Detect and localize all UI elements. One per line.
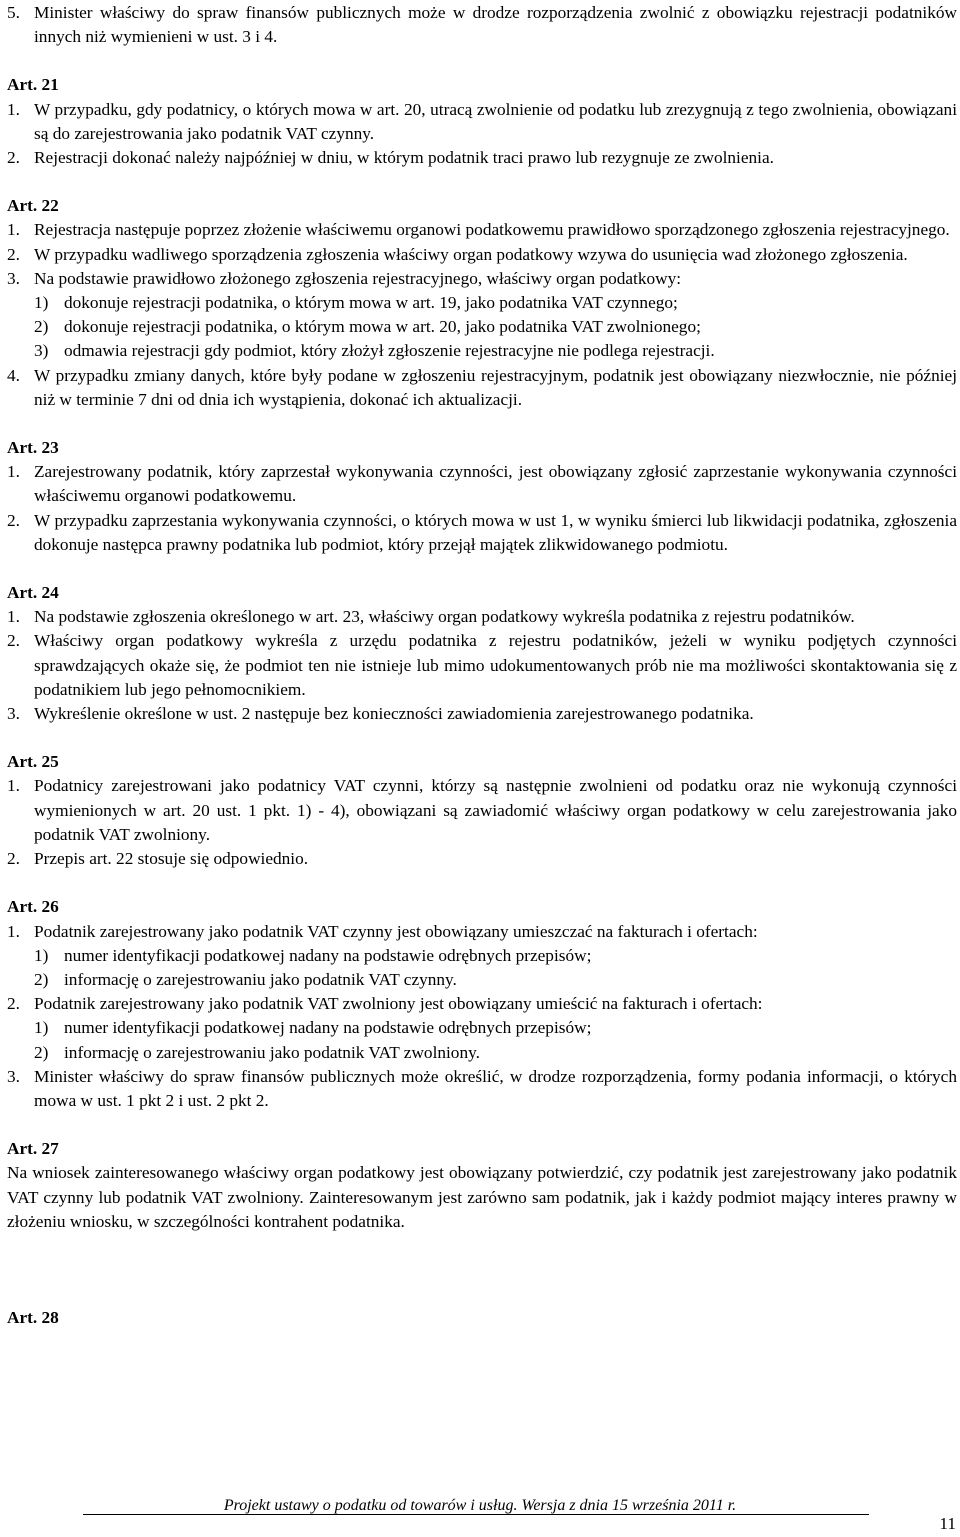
item-text: W przypadku zmiany danych, które były podane w zgłoszeniu rejestracyjnym, podatnik jest obowiązany niezwłocznie, nie później niż w terminie 7 dni od dnia ich wystąpienia, dokonać ich aktualizacji. [34, 365, 957, 409]
item-text: Minister właściwy do spraw finansów publicznych może określić, w drodze rozporządzenia, formy podania informacji, o których mowa w ust. 1 pkt 2 i ust. 2 pkt 2. [34, 1066, 957, 1110]
item-number: 5. [7, 3, 20, 22]
item-text: informację o zarejestrowaniu jako podatnik VAT czynny. [64, 969, 457, 989]
paragraph: Na wniosek zainteresowanego właściwy organ podatkowy jest obowiązany potwierdzić, czy podatnik jest zarejestrowany jako podatnik VAT czynny lub podatnik VAT zwolniony. Zainteresowanym jest zarówno sam podatnik, jak i każdy podmiot mający interes prawny w złożeniu wniosku, w szczególności kontrahent podatnika. [7, 1163, 957, 1231]
paragraph-gap [7, 557, 957, 581]
numbered-item [7, 774, 957, 847]
article-heading: Art. 21 [7, 75, 59, 95]
paragraph-gap [7, 412, 957, 436]
item-text: Zarejestrowany podatnik, który zaprzestał wykonywania czynności, jest obowiązany zgłosić zaprzestanie wykonywania czynności właściwemu organowi podatkowemu. [34, 462, 957, 506]
item-text: numer identyfikacji podatkowej nadany na podstawie odrębnych przepisów; [64, 1018, 592, 1038]
document-page [7, 1, 957, 1330]
item-number: 3) [34, 341, 49, 361]
paragraph-gap [7, 1282, 957, 1306]
item-text: Podatnik zarejestrowany jako podatnik VAT czynny jest obowiązany umieszczać na fakturach i ofertach: [34, 921, 758, 941]
numbered-item [7, 243, 957, 267]
item-number: 2. [7, 849, 20, 869]
sub-item [7, 339, 957, 363]
numbered-item [7, 364, 957, 412]
paragraph-gap [7, 1258, 957, 1282]
numbered-item [7, 992, 957, 1016]
article-heading: Art. 26 [7, 897, 59, 917]
numbered-item [7, 460, 957, 508]
item-text: Na podstawie prawidłowo złożonego zgłoszenia rejestracyjnego, właściwy organ podatkowy: [34, 268, 682, 288]
item-number: 1) [34, 293, 49, 313]
numbered-item [7, 509, 957, 557]
numbered-item [7, 218, 957, 242]
item-text: dokonuje rejestracji podatnika, o którym mowa w art. 19, jako podatnika VAT czynnego; [64, 293, 678, 313]
numbered-item [7, 146, 957, 170]
numbered-item [7, 847, 957, 871]
item-number: 2) [34, 969, 49, 989]
numbered-item [7, 605, 957, 629]
item-number: 2) [34, 317, 49, 337]
page-number: 11 [939, 1514, 956, 1533]
item-number: 1. [7, 776, 20, 796]
item-text: odmawia rejestracji gdy podmiot, który złożył zgłoszenie rejestracyjne nie podlega rejestracji. [64, 341, 715, 361]
item-number: 2) [34, 1042, 49, 1062]
item-text: W przypadku zaprzestania wykonywania czynności, o których mowa w ust 1, w wyniku śmierci lub likwidacji podatnika, zgłoszenia dokonuje następca prawny podatnika lub podmiot, który przejął majątek zlikwidowanego podmiotu. [34, 510, 957, 554]
article-heading: Art. 25 [7, 752, 59, 772]
item-number: 1. [7, 607, 20, 627]
item-number: 1. [7, 220, 20, 240]
paragraph-gap [7, 871, 957, 895]
numbered-item [7, 702, 957, 726]
sub-item [7, 944, 957, 968]
item-number: 2. [7, 148, 20, 168]
item-text: informację o zarejestrowaniu jako podatnik VAT zwolniony. [64, 1042, 480, 1062]
sub-item [7, 968, 957, 992]
item-text: W przypadku, gdy podatnicy, o których mowa w art. 20, utracą zwolnienie od podatku lub zrezygnują z tego zwolnienia, obowiązani są do zarejestrowania jako podatnik VAT czynny. [34, 99, 957, 143]
item-number: 2. [7, 244, 20, 264]
item-number: 1) [34, 1018, 49, 1038]
sub-item [7, 1016, 957, 1040]
article-heading: Art. 28 [7, 1307, 59, 1327]
article-heading: Art. 23 [7, 438, 59, 458]
footer-text: Projekt ustawy o podatku od towarów i usług. Wersja z dnia 15 września 2011 r. [223, 1497, 737, 1514]
numbered-item [7, 1, 957, 49]
item-number: 4. [7, 365, 20, 385]
item-text: Właściwy organ podatkowy wykreśla z urzędu podatnika z rejestru podatników, jeżeli w wyniku podjętych czynności sprawdzających okaże się, że podmiot ten nie istnieje lub mimo udokumentowanych prób nie ma możliwości skontaktowania się z podatnikiem lub jego pełnomocnikiem. [34, 631, 957, 699]
item-text: Przepis art. 22 stosuje się odpowiednio. [34, 849, 309, 869]
item-number: 2. [7, 510, 20, 530]
paragraph-gap [7, 170, 957, 194]
item-text: Wykreślenie określone w ust. 2 następuje bez konieczności zawiadomienia zarejestrowanego podatnika. [34, 704, 754, 724]
footer-divider [83, 1514, 869, 1515]
item-number: 3. [7, 268, 20, 288]
article-heading: Art. 27 [7, 1139, 59, 1159]
item-number: 2. [7, 994, 20, 1014]
paragraph-gap [7, 1113, 957, 1137]
item-text: numer identyfikacji podatkowej nadany na podstawie odrębnych przepisów; [64, 945, 592, 965]
paragraph-gap [7, 49, 957, 73]
item-number: 1. [7, 462, 20, 482]
item-number: 2. [7, 631, 20, 651]
sub-item [7, 291, 957, 315]
numbered-item [7, 1065, 957, 1113]
numbered-item [7, 629, 957, 702]
item-text: Na podstawie zgłoszenia określonego w art. 23, właściwy organ podatkowy wykreśla podatnika z rejestru podatników. [34, 607, 855, 627]
paragraph-gap [7, 726, 957, 750]
item-text: Minister właściwy do spraw finansów publicznych może w drodze rozporządzenia zwolnić z obowiązku rejestracji podatników innych niż wymienieni w ust. 3 i 4. [34, 3, 957, 47]
numbered-item [7, 267, 957, 291]
item-number: 3. [7, 704, 20, 724]
item-text: dokonuje rejestracji podatnika, o którym mowa w art. 20, jako podatnika VAT zwolnionego; [64, 317, 701, 337]
paragraph-gap [7, 1234, 957, 1258]
item-text: Podatnik zarejestrowany jako podatnik VAT zwolniony jest obowiązany umieścić na fakturach i ofertach: [34, 994, 763, 1014]
article-heading: Art. 24 [7, 583, 59, 603]
numbered-item [7, 920, 957, 944]
item-number: 3. [7, 1066, 20, 1086]
item-number: 1. [7, 99, 20, 119]
sub-item [7, 1041, 957, 1065]
item-text: Rejestracja następuje poprzez złożenie właściwemu organowi podatkowemu prawidłowo sporządzonego zgłoszenia rejestracyjnego. [34, 220, 950, 240]
sub-item [7, 315, 957, 339]
item-number: 1. [7, 921, 20, 941]
numbered-item [7, 98, 957, 146]
item-number: 1) [34, 945, 49, 965]
item-text: Podatnicy zarejestrowani jako podatnicy VAT czynni, którzy są następnie zwolnieni od podatku oraz nie wykonują czynności wymienionych w art. 20 ust. 1 pkt. 1) - 4), obowiązani są zawiadomić właściwy organ podatkowy w celu zarejestrowania jako podatnik VAT zwolniony. [34, 776, 957, 844]
item-text: W przypadku wadliwego sporządzenia zgłoszenia właściwy organ podatkowy wzywa do usunięcia wad złożonego zgłoszenia. [34, 244, 908, 264]
item-text: Rejestracji dokonać należy najpóźniej w dniu, w którym podatnik traci prawo lub rezygnuje ze zwolnienia. [34, 148, 774, 168]
article-heading: Art. 22 [7, 196, 59, 216]
